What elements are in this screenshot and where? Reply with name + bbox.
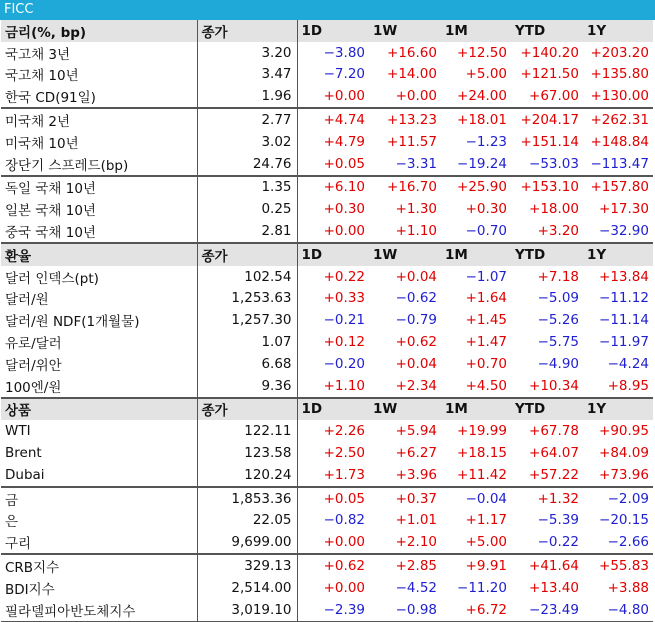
table-row [1,487,653,510]
change-value-w1: +0.37 [369,487,441,510]
change-value-m1: +18.15 [457,445,507,462]
change-value-y1: +3.88 [607,579,649,596]
change-value-w1: +16.60 [387,44,437,61]
table-row [1,510,653,532]
change-value-m1: +18.01 [441,108,511,131]
row-name: 중국 국채 10년 [5,225,96,242]
change-value-ytd: +67.00 [529,88,579,105]
table-title: FICC [4,2,34,17]
period-column-header: 1Y [583,20,653,42]
change-value-m1: +4.50 [465,377,507,394]
change-value-y1: +90.95 [599,423,649,440]
close-value: 3.02 [197,131,297,153]
table-row [1,531,653,554]
period-column-header: 1Y [583,243,653,266]
change-value-d1: −0.21 [323,312,365,329]
change-value-ytd: −5.39 [537,512,579,529]
close-value: 3.20 [197,42,297,64]
close-value: 1,253.63 [197,288,297,310]
close-value: 2,514.00 [197,577,297,599]
title-bar [0,0,655,20]
change-value-m1: +6.72 [441,599,511,621]
change-value-m1: −0.70 [465,223,507,240]
change-value-ytd: +18.00 [529,201,579,218]
period-column-header: YTD [511,243,583,266]
close-value: 3.47 [197,64,297,86]
change-value-m1: +11.42 [457,466,507,483]
period-column-header: 1W [369,398,441,421]
table-row [1,42,653,64]
change-value-ytd: −5.26 [537,312,579,329]
change-value-ytd: −5.75 [537,334,579,351]
row-name: WTI [5,423,31,440]
change-value-m1: +0.30 [465,201,507,218]
period-column-header: 1D [297,398,369,421]
change-value-y1: +8.95 [607,377,649,394]
change-value-ytd: +151.14 [520,133,579,150]
change-value-m1: +19.99 [457,423,507,440]
change-value-y1: +157.80 [583,176,653,199]
change-value-d1: +0.00 [323,534,365,551]
close-value: 2.81 [197,220,297,243]
change-value-d1: −0.20 [323,355,365,372]
table-row [1,266,653,288]
change-value-y1: +13.84 [599,268,649,285]
table-row [1,375,653,398]
row-name: 미국채 10년 [5,135,79,152]
change-value-w1: +16.70 [369,176,441,199]
change-value-d1: −7.20 [323,66,365,83]
row-name: 은 [5,514,19,531]
change-value-d1: +4.79 [323,133,365,150]
change-value-ytd: −5.09 [537,290,579,307]
change-value-d1: +0.22 [323,268,365,285]
change-value-w1: +0.62 [395,334,437,351]
change-value-d1: +1.73 [323,466,365,483]
change-value-m1: +5.00 [465,534,507,551]
change-value-w1: −0.62 [395,290,437,307]
row-name: 미국채 2년 [1,108,197,131]
row-name: 한국 CD(91일) [5,90,96,107]
change-value-d1: +0.05 [297,487,369,510]
row-name: 달러 인덱스(pt) [5,270,99,287]
row-name: 일본 국채 10년 [5,203,96,220]
change-value-ytd: +67.78 [529,423,579,440]
close-column-header: 종가 [197,20,297,42]
change-value-y1: +17.30 [599,201,649,218]
row-name: BDI지수 [5,581,55,598]
table-row [1,64,653,86]
row-name: 달러/원 [5,292,49,309]
close-value: 22.05 [197,510,297,532]
change-value-ytd: +41.64 [511,554,583,577]
row-name: 달러/위안 [5,357,62,374]
change-value-w1: +13.23 [369,108,441,131]
change-value-d1: +1.10 [323,377,365,394]
change-value-ytd: +153.10 [511,176,583,199]
period-column-header: 1D [297,20,369,42]
close-value: 120.24 [197,464,297,487]
change-value-d1: +0.62 [297,554,369,577]
close-value: 102.54 [197,266,297,288]
row-name: Brent [5,445,42,462]
change-value-d1: +4.74 [297,108,369,131]
section-header-row [1,398,653,421]
close-value: 24.76 [197,153,297,176]
change-value-m1: +25.90 [441,176,511,199]
change-value-m1: +24.00 [457,88,507,105]
change-value-ytd: −4.90 [537,355,579,372]
close-value: 6.68 [197,353,297,375]
change-value-ytd: +64.07 [529,445,579,462]
change-value-y1: −11.12 [599,290,649,307]
table-row [1,108,653,131]
row-name: 달러/원 NDF(1개월물) [5,314,140,331]
change-value-y1: −20.15 [599,512,649,529]
period-column-header: 1M [441,20,511,42]
change-value-m1: +1.47 [465,334,507,351]
change-value-d1: +0.05 [323,155,365,172]
change-value-d1: −2.39 [297,599,369,621]
change-value-w1: +2.34 [395,377,437,394]
change-value-d1: +0.12 [323,334,365,351]
close-value: 0.25 [197,198,297,220]
change-value-d1: +0.30 [323,201,365,218]
table-row [1,309,653,331]
table-row [1,220,653,243]
change-value-d1: +2.26 [323,423,365,440]
change-value-w1: −0.98 [369,599,441,621]
change-value-w1: +1.10 [395,223,437,240]
change-value-m1: −1.23 [465,133,507,150]
change-value-y1: +73.96 [599,466,649,483]
close-value: 123.58 [197,442,297,464]
table-row [1,288,653,310]
change-value-y1: −32.90 [599,223,649,240]
table-row [1,153,653,176]
change-value-m1: −1.07 [465,268,507,285]
change-value-w1: +14.00 [387,66,437,83]
table-row [1,420,653,442]
change-value-ytd: +3.20 [537,223,579,240]
section-header-label: 상품 [1,398,197,421]
change-value-w1: +11.57 [387,133,437,150]
period-column-header: 1M [441,243,511,266]
row-name: CRB지수 [1,554,197,577]
change-value-m1: +5.00 [465,66,507,83]
change-value-y1: −2.09 [583,487,653,510]
change-value-y1: +84.09 [599,445,649,462]
change-value-d1: +6.10 [297,176,369,199]
change-value-ytd: +10.34 [529,377,579,394]
change-value-w1: +5.94 [395,423,437,440]
close-value: 329.13 [197,554,297,577]
change-value-w1: +3.96 [395,466,437,483]
change-value-y1: +148.84 [590,133,649,150]
change-value-y1: −4.24 [607,355,649,372]
row-name: Dubai [5,466,45,483]
change-value-w1: +1.01 [395,512,437,529]
table-row [1,599,653,621]
change-value-ytd: +7.18 [537,268,579,285]
change-value-ytd: −23.49 [511,599,583,621]
table-row [1,353,653,375]
change-value-w1: +0.04 [395,268,437,285]
row-name: 필라델피아반도체지수 [1,599,197,621]
change-value-y1: +203.20 [590,44,649,61]
row-name: 구리 [5,536,32,553]
period-column-header: 1D [297,243,369,266]
close-value: 1,257.30 [197,309,297,331]
change-value-ytd: −53.03 [529,155,579,172]
change-value-ytd: +1.32 [511,487,583,510]
section-header-row [1,243,653,266]
change-value-ytd: +13.40 [529,579,579,596]
close-value: 9,699.00 [197,531,297,554]
change-value-y1: −4.80 [583,599,653,621]
change-value-d1: +0.00 [323,223,365,240]
close-value: 1.35 [197,176,297,199]
table-row [1,176,653,199]
change-value-y1: +55.83 [583,554,653,577]
change-value-w1: +1.30 [395,201,437,218]
change-value-d1: −0.82 [323,512,365,529]
period-column-header: 1M [441,398,511,421]
close-value: 1,853.36 [197,487,297,510]
period-column-header: YTD [511,20,583,42]
change-value-d1: +2.50 [323,445,365,462]
close-value: 1.07 [197,331,297,353]
change-value-w1: +2.10 [395,534,437,551]
close-value: 122.11 [197,420,297,442]
period-column-header: 1Y [583,398,653,421]
change-value-y1: −113.47 [590,155,649,172]
period-column-header: 1W [369,243,441,266]
change-value-d1: −3.80 [323,44,365,61]
change-value-m1: +0.70 [465,355,507,372]
change-value-d1: +0.00 [323,579,365,596]
row-name: 100엔/원 [5,379,62,396]
change-value-d1: +0.00 [323,88,365,105]
change-value-ytd: +57.22 [529,466,579,483]
section-header-row [1,20,653,42]
change-value-d1: +0.33 [323,290,365,307]
change-value-w1: +0.04 [395,355,437,372]
period-column-header: 1W [369,20,441,42]
change-value-m1: −19.24 [457,155,507,172]
close-value: 9.36 [197,375,297,398]
change-value-y1: +130.00 [590,88,649,105]
change-value-ytd: +204.17 [511,108,583,131]
row-name: 독일 국채 10년 [1,176,197,199]
row-name: 국고채 3년 [5,46,71,63]
ficc-table-body [1,20,653,621]
table-row [1,554,653,577]
change-value-m1: +1.64 [465,290,507,307]
row-name: 유로/달러 [5,336,62,353]
change-value-w1: +0.00 [395,88,437,105]
change-value-y1: −11.14 [599,312,649,329]
period-column-header: YTD [511,398,583,421]
change-value-m1: −0.04 [441,487,511,510]
change-value-ytd: −0.22 [537,534,579,551]
change-value-m1: −11.20 [457,579,507,596]
table-row [1,331,653,353]
change-value-w1: +2.85 [369,554,441,577]
change-value-m1: +1.45 [465,312,507,329]
ficc-table [1,20,653,622]
change-value-y1: −2.66 [607,534,649,551]
change-value-ytd: +121.50 [520,66,579,83]
close-column-header: 종가 [197,243,297,266]
change-value-y1: −11.97 [599,334,649,351]
change-value-w1: −3.31 [395,155,437,172]
change-value-m1: +1.17 [465,512,507,529]
change-value-m1: +9.91 [441,554,511,577]
close-value: 1.96 [197,85,297,108]
change-value-m1: +12.50 [457,44,507,61]
close-value: 2.77 [197,108,297,131]
close-value: 3,019.10 [197,599,297,621]
change-value-ytd: +140.20 [520,44,579,61]
table-row [1,198,653,220]
table-row [1,85,653,108]
change-value-y1: +262.31 [583,108,653,131]
section-header-label: 환율 [1,243,197,266]
row-name: 장단기 스프레드(bp) [5,157,129,174]
row-name: 국고채 10년 [5,68,79,85]
table-row [1,577,653,599]
change-value-w1: −0.79 [395,312,437,329]
change-value-w1: +6.27 [395,445,437,462]
table-row [1,131,653,153]
section-header-label: 금리(%, bp) [1,20,197,42]
close-column-header: 종가 [197,398,297,421]
row-name: 금 [1,487,197,510]
table-row [1,464,653,487]
table-row [1,442,653,464]
change-value-w1: −4.52 [395,579,437,596]
change-value-y1: +135.80 [590,66,649,83]
